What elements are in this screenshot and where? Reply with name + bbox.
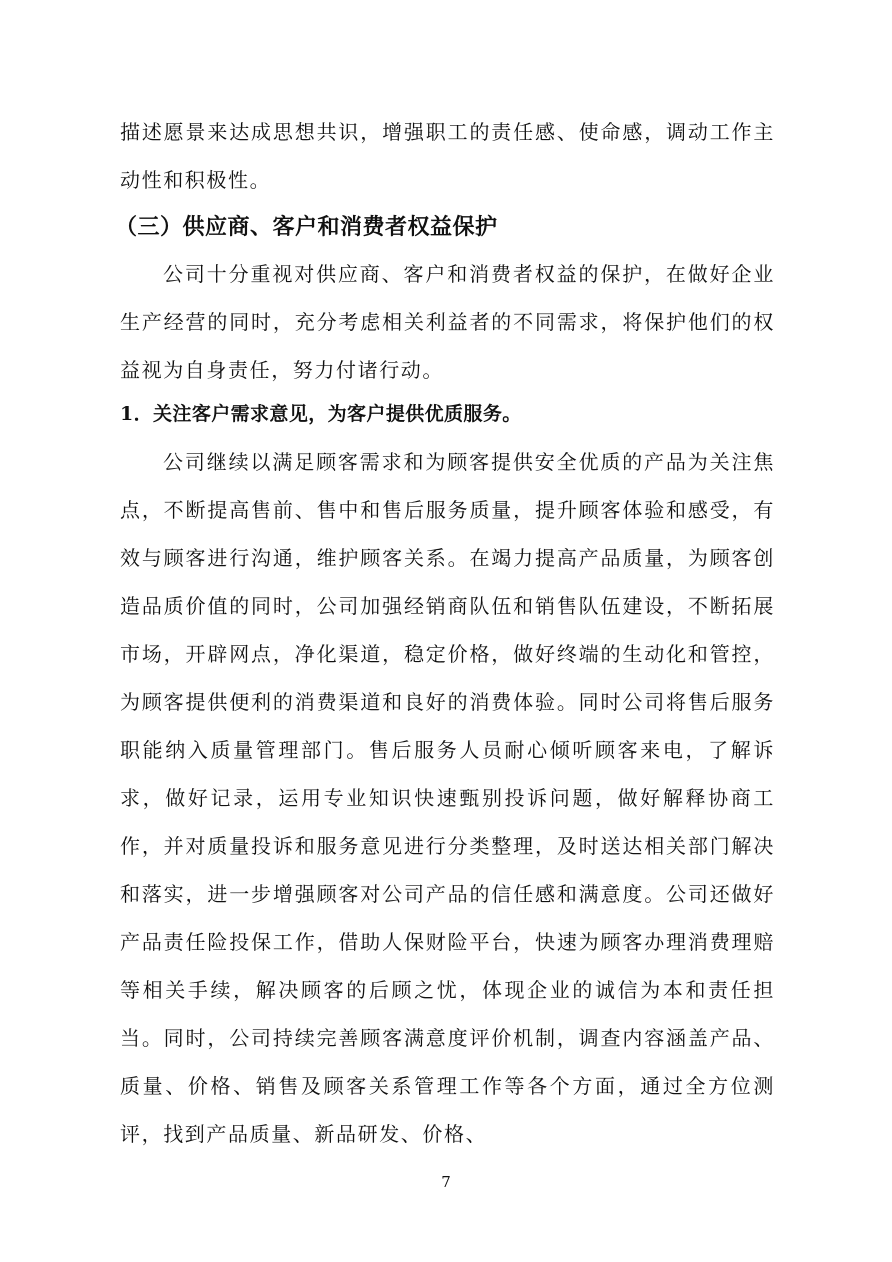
paragraph-continuation: 描述愿景来达成思想共识，增强职工的责任感、使命感，调动工作主动性和积极性。 — [120, 120, 775, 192]
page-body — [115, 108, 775, 1158]
subsection-heading: 1．关注客户需求意见，为客户提供优质服务。 — [120, 403, 522, 425]
paragraph-intro: 公司十分重视对供应商、客户和消费者权益的保护，在做好企业生产经营的同时，充分考虑相关利益者的不同需求，将保护他们的权益视为自身责任，努力付诸行动。 — [120, 262, 775, 382]
page-number: 7 — [441, 1173, 451, 1191]
section-heading: （三）供应商、客户和消费者权益保护 — [115, 215, 498, 240]
paragraph-body: 公司继续以满足顾客需求和为顾客提供安全优质的产品为关注焦点，不断提高售前、售中和售后服务质量，提升顾客体验和感受，有效与顾客进行沟通，维护顾客关系。在竭力提高产品质量，为顾客创造品质价值的同时，公司加强经销商队伍和销售队伍建设，不断拓展市场，开辟网点，净化渠道，稳定价格，做好终端的生动化和管控，为顾客提供便利的消费渠道和良好的消费体验。同时公司将售后服务职能纳入质量管理部门。售后服务人员耐心倾听顾客来电，了解诉求，做好记录，运用专业知识快速甄别投诉问题，做好解释协商工作，并对质量投诉和服务意见进行分类整理，及时送达相关部门解决和落实，进一步增强顾客对公司产品的信任感和满意度。公司还做好产品责任险投保工作，借助人保财险平台，快速为顾客办理消费理赔等相关手续，解决顾客的后顾之忧，体现企业的诚信为本和责任担当。同时，公司持续完善顾客满意度评价机制，调查内容涵盖产品、质量、价格、销售及顾客关系管理工作等各个方面，通过全方位测评，找到产品质量、新品研发、价格、 — [120, 450, 775, 1146]
